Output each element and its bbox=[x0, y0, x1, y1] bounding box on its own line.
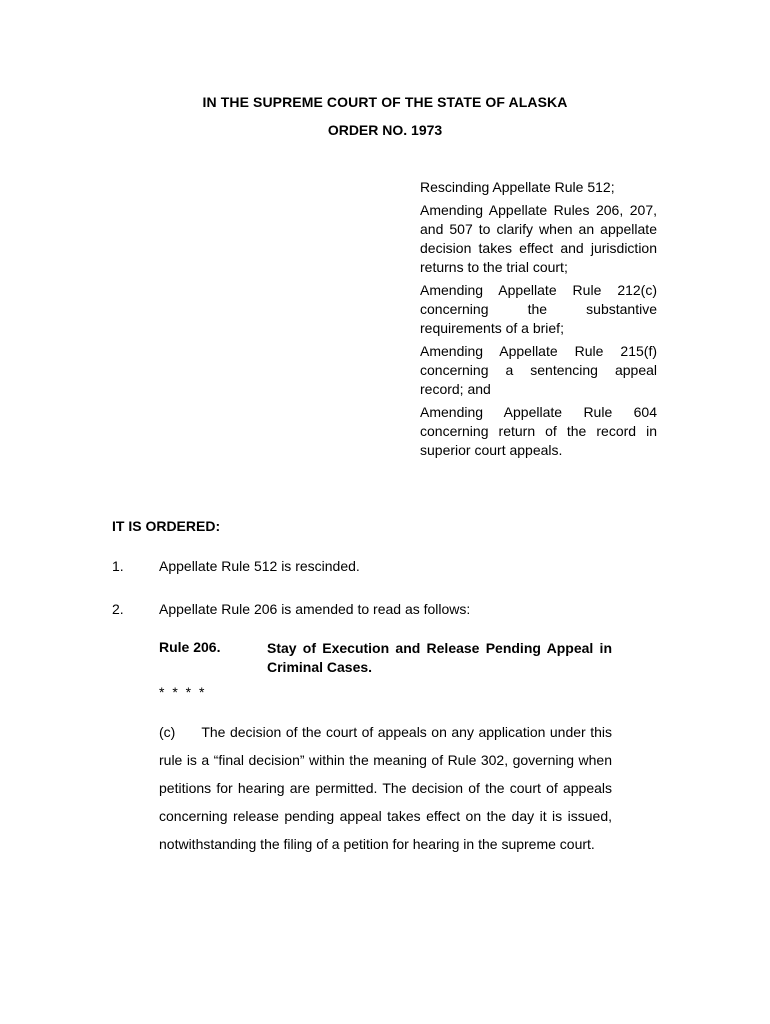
caption-line: Amending Appellate Rule 215(f) concerning a sentencing appeal record; and bbox=[420, 343, 657, 397]
caption-line: Amending Appellate Rule 212(c) concerning the substantive requirements of a brief; bbox=[420, 282, 657, 336]
paragraph-text: The decision of the court of appeals on any application under this rule is a “final decision” within the meaning of Rule 302, governing when petitions for hearing are permitted. The decision of the court of appeals concerning release pending appeal takes effect on the day it is issued, notwithstanding the filing of a petition for hearing in the supreme court. bbox=[159, 724, 612, 852]
rule-label: Rule 206. bbox=[159, 639, 221, 655]
item-number: 1. bbox=[112, 558, 124, 574]
rule-paragraph bbox=[159, 718, 612, 858]
order-number: ORDER NO. 1973 bbox=[327, 122, 443, 138]
order-caption bbox=[420, 178, 657, 464]
order-item bbox=[112, 601, 672, 621]
caption-line: Amending Appellate Rules 206, 207, and 507 to clarify when an appellate decision takes effect and jurisdiction returns to the trial court; bbox=[420, 202, 657, 275]
caption-line: Rescinding Appellate Rule 512; bbox=[420, 179, 615, 195]
item-number: 2. bbox=[112, 601, 124, 617]
rule-title: Stay of Execution and Release Pending Appeal in Criminal Cases. bbox=[267, 640, 612, 675]
item-text: Appellate Rule 512 is rescinded. bbox=[159, 558, 360, 574]
item-text: Appellate Rule 206 is amended to read as follows: bbox=[159, 601, 471, 617]
paragraph-label: (c) bbox=[159, 724, 176, 740]
omission-stars: * * * * bbox=[159, 684, 207, 700]
order-item bbox=[112, 558, 672, 578]
court-title: IN THE SUPREME COURT OF THE STATE OF ALASKA bbox=[202, 94, 568, 110]
caption-line: Amending Appellate Rule 604 concerning return of the record in superior court appeals. bbox=[420, 404, 657, 458]
ordered-heading: IT IS ORDERED: bbox=[112, 518, 221, 534]
